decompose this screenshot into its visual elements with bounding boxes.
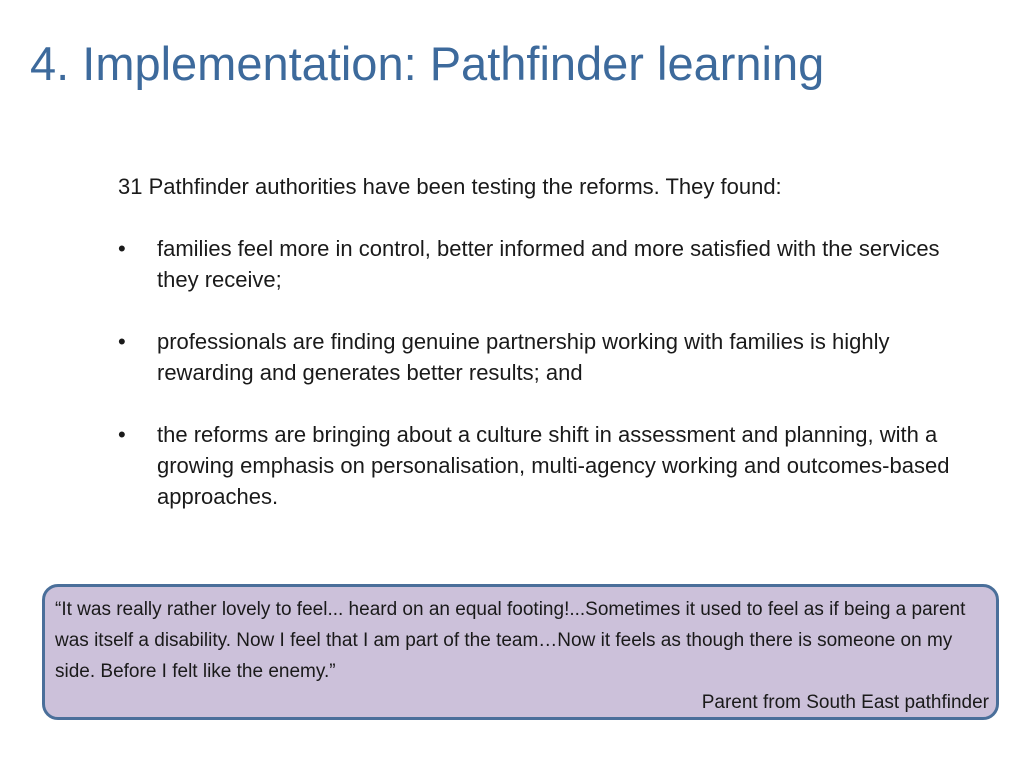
slide-title: 4. Implementation: Pathfinder learning <box>30 37 825 90</box>
bullet-text: the reforms are bringing about a culture shift in assessment and planning, with a growing emphasis on personalisation, multi-agency working and outcomes-based approaches. <box>157 422 950 509</box>
bullet-text: professionals are finding genuine partnership working with families is highly rewarding and generates better results; and <box>157 329 890 385</box>
bullet-marker: • <box>118 422 126 447</box>
quote-box <box>42 584 999 720</box>
bullet-text: families feel more in control, better informed and more satisfied with the services they receive; <box>157 236 940 292</box>
bullet-marker: • <box>118 329 126 354</box>
list-item <box>118 419 958 512</box>
list-item <box>118 233 958 295</box>
findings-list <box>118 233 958 543</box>
quote-text: “It was really rather lovely to feel... heard on an equal footing!...Sometimes it used to feel as if being a parent was itself a disability. Now I feel that I am part of the team…Now it feels as though there is someone on my side. Before I felt like the enemy.” <box>55 599 966 682</box>
quote-attribution: Parent from South East pathfinder <box>701 692 989 713</box>
intro-text: 31 Pathfinder authorities have been testing the reforms. They found: <box>118 174 782 199</box>
list-item <box>118 326 958 388</box>
bullet-marker: • <box>118 236 126 261</box>
